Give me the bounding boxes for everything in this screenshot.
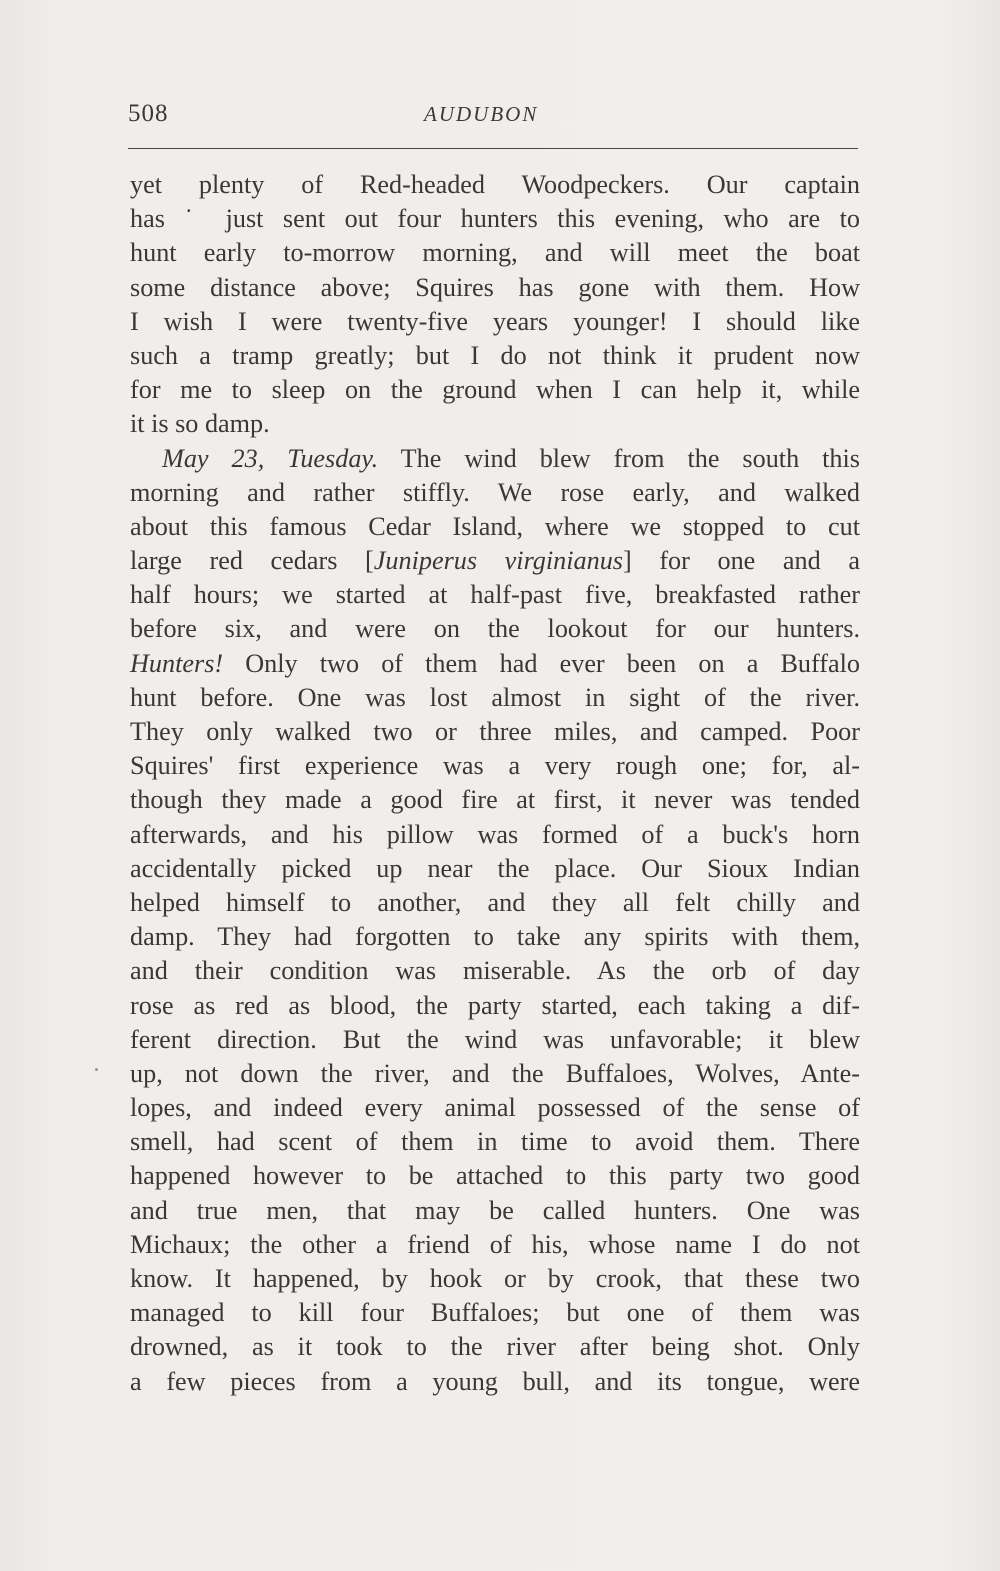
text-line: and true men, that may be called hunters. One was xyxy=(130,1195,860,1225)
text-line: managed to kill four Buffaloes; but one of them was xyxy=(130,1298,860,1328)
text-line: large red cedars [Juniperus virginianus] for one and a xyxy=(130,546,860,576)
text-line: about this famous Cedar Island, where we stopped to cut xyxy=(130,511,860,541)
text-line: morning and rather stiffly. We rose early, and walked xyxy=(130,477,860,507)
text-line: happened however to be attached to this party two good xyxy=(130,1161,860,1191)
text-line: Hunters! Only two of them had ever been on a Buffalo xyxy=(130,648,860,678)
running-title: AUDUBON xyxy=(424,102,539,126)
text-line: up, not down the river, and the Buffaloes, Wolves, Ante- xyxy=(130,1058,860,1088)
text-line: such a tramp greatly; but I do not think it prudent now xyxy=(130,340,860,370)
text-line: yet plenty of Red-headed Woodpeckers. Our captain xyxy=(130,170,860,199)
text-line: a few pieces from a young bull, and its tongue, were xyxy=(130,1366,860,1396)
text-line: hunt before. One was lost almost in sight of the river. xyxy=(130,682,860,712)
text-line: helped himself to another, and they all felt chilly and xyxy=(130,887,860,917)
text-line: damp. They had forgotten to take any spirits with them, xyxy=(130,922,860,952)
text-line: know. It happened, by hook or by crook, that these two xyxy=(130,1264,860,1293)
text-line: though they made a good fire at first, it never was tended xyxy=(130,785,860,815)
text-line: lopes, and indeed every animal possessed of the sense of xyxy=(130,1093,860,1123)
text-line: it is so damp. xyxy=(130,409,270,439)
text-line: before six, and were on the lookout for our hunters. xyxy=(130,614,860,644)
text-line: May 23, Tuesday. The wind blew from the south this xyxy=(162,443,860,473)
paper-speck xyxy=(95,1068,98,1071)
emphasis-word: Hunters! xyxy=(130,648,224,678)
text-line: afterwards, and his pillow was formed of a buck's horn xyxy=(130,819,860,849)
body-text xyxy=(130,168,860,1399)
text-line: has ˙ just sent out four hunters this evening, who are to xyxy=(130,204,860,234)
text-line: I wish I were twenty-five years younger! I should like xyxy=(130,306,860,336)
text-line: drowned, as it took to the river after being shot. Only xyxy=(130,1332,860,1362)
page-number: 508 xyxy=(128,100,169,127)
text-line: some distance above; Squires has gone with them. How xyxy=(130,272,860,302)
text-line: Michaux; the other a friend of his, whose name I do not xyxy=(130,1229,860,1259)
text-line: accidentally picked up near the place. Our Sioux Indian xyxy=(130,853,860,883)
text-line: They only walked two or three miles, and camped. Poor xyxy=(130,717,860,746)
date-heading: May 23, Tuesday. xyxy=(162,443,379,473)
page-header xyxy=(128,100,860,140)
header-rule xyxy=(128,148,858,149)
text-line: half hours; we started at half-past five, breakfasted rather xyxy=(130,580,860,610)
text-line: ferent direction. But the wind was unfavorable; it blew xyxy=(130,1024,860,1054)
text-line: for me to sleep on the ground when I can help it, while xyxy=(130,375,860,405)
text-line: Squires' first experience was a very rough one; for, al- xyxy=(130,751,860,781)
text-line: and their condition was miserable. As the orb of day xyxy=(130,956,860,986)
text-line: smell, had scent of them in time to avoid them. There xyxy=(130,1127,860,1157)
species-name: Juniperus virginianus xyxy=(373,546,623,576)
text-line: rose as red as blood, the party started, each taking a dif- xyxy=(130,990,860,1020)
text-line: hunt early to-morrow morning, and will meet the boat xyxy=(130,238,860,268)
